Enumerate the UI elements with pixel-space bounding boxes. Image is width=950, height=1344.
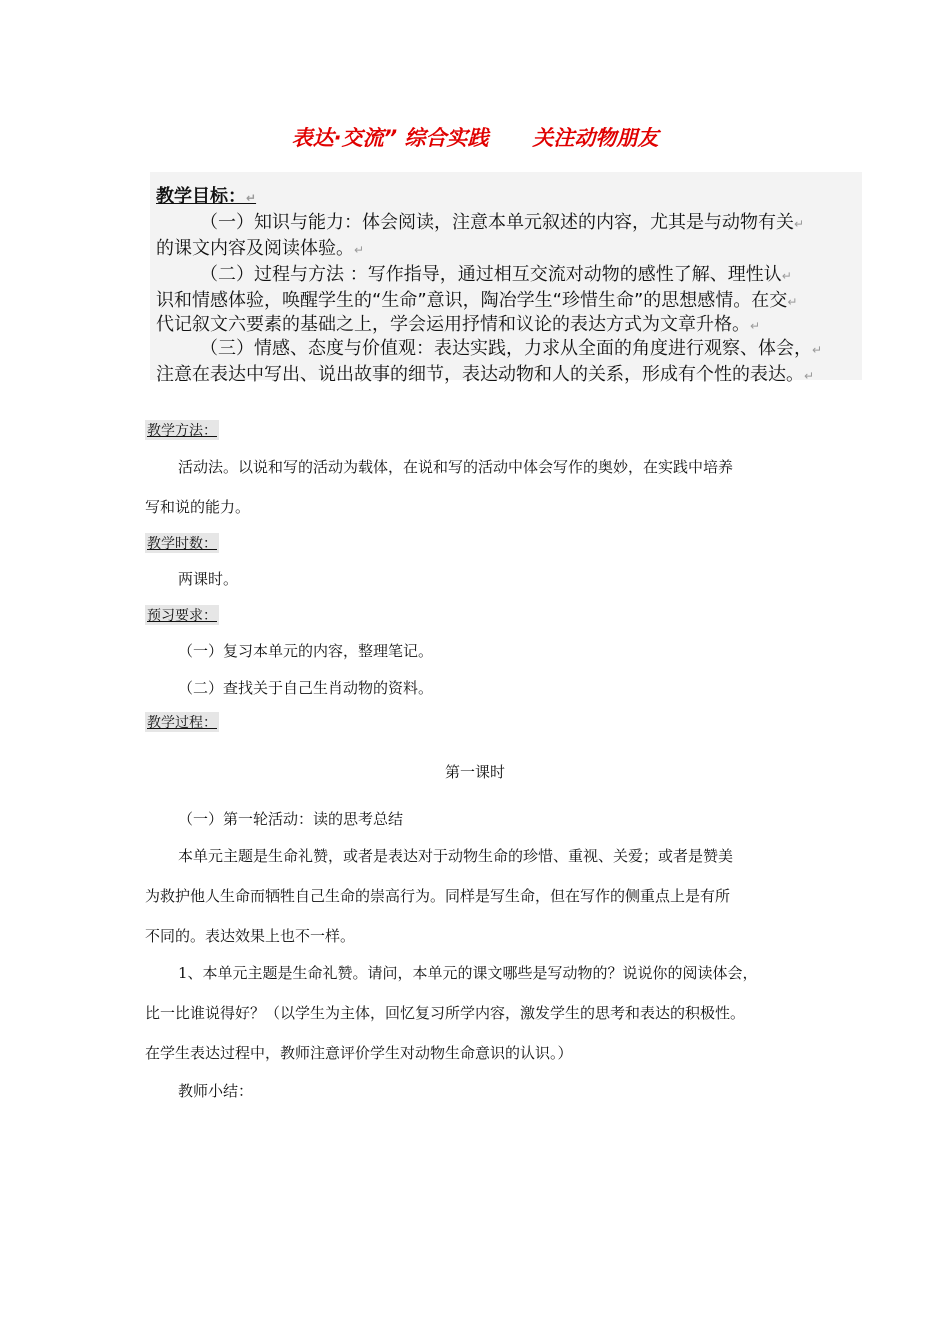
- objectives-image: [150, 172, 862, 385]
- paragraph-mark: ↵: [750, 319, 761, 333]
- paragraph-mark: ↵: [812, 343, 823, 357]
- paragraph-line: 不同的。表达效果上也不一样。: [145, 927, 356, 945]
- objectives-heading: 教学目标：↵: [156, 186, 257, 207]
- paragraph-line: 为救护他人生命而牺牲自己生命的崇高行为。同样是写生命，但在写作的侧重点上是有所: [145, 887, 731, 905]
- paragraph-mark: ↵: [781, 269, 792, 283]
- objective-line: 注意在表达中写出、说出故事的细节，表达动物和人的关系，形成有个性的表达。↵: [156, 364, 815, 385]
- method-heading: 教学方法：: [145, 420, 219, 440]
- preview-item: （二）查找关于自己生肖动物的资料。: [178, 679, 434, 697]
- paragraph-line: 本单元主题是生命礼赞，或者是表达对于动物生命的珍惜、重视、关爱；或者是赞美: [178, 847, 734, 865]
- paragraph-mark: ↵: [804, 369, 815, 383]
- page-title: 表达·交流” 综合实践 关注动物朋友: [291, 126, 659, 150]
- paragraph-mark: ↵: [787, 295, 798, 309]
- paragraph-line: 比一比谁说得好？（以学生为主体，回忆复习所学内容，激发学生的思考和表达的积极性。: [145, 1004, 746, 1022]
- paragraph-mark: ↵: [246, 191, 257, 205]
- objective-line: 的课文内容及阅读体验。↵: [156, 238, 365, 259]
- method-line: 活动法。以说和写的活动为载体，在说和写的活动中体会写作的奥妙，在实践中培养: [178, 458, 734, 476]
- lesson-title: 第一课时: [444, 763, 505, 781]
- preview-heading: 预习要求：: [145, 605, 219, 625]
- paragraph-mark: ↵: [354, 243, 365, 257]
- paragraph-line: 在学生表达过程中，教师注意评价学生对动物生命意识的认识。）: [145, 1044, 573, 1062]
- objective-line: 代记叙文六要素的基础之上，学会运用抒情和议论的表达方式为文章升格。↵: [156, 314, 761, 335]
- activity-title: （一）第一轮活动：读的思考总结: [178, 810, 404, 828]
- hours-heading: 教学时数：: [145, 533, 219, 553]
- objective-line: （一）知识与能力：体会阅读，注意本单元叙述的内容，尤其是与动物有关↵: [200, 212, 805, 233]
- method-line: 写和说的能力。: [145, 498, 251, 516]
- objective-line: 识和情感体验，唤醒学生的“生命”意识，陶冶学生“珍惜生命”的思想感情。在交↵: [156, 290, 798, 311]
- summary-label: 教师小结：: [178, 1082, 254, 1100]
- objective-line: （三）情感、态度与价值观：表达实践，力求从全面的角度进行观察、体会，↵: [200, 338, 823, 359]
- process-heading: 教学过程：: [145, 712, 219, 732]
- paragraph-line: 1、本单元主题是生命礼赞。请问，本单元的课文哪些是写动物的？说说你的阅读体会，: [178, 964, 758, 982]
- objective-line: （二）过程与方法 ：写作指导，通过相互交流对动物的感性了解、理性认↵: [200, 264, 792, 285]
- paragraph-mark: ↵: [794, 217, 805, 231]
- hours-text: 两课时。: [178, 570, 239, 588]
- preview-item: （一）复习本单元的内容，整理笔记。: [178, 642, 434, 660]
